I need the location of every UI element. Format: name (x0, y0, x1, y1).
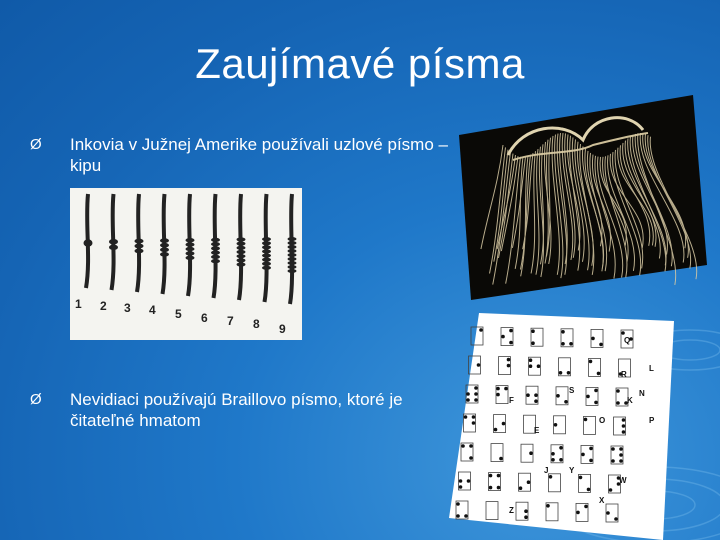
knot (288, 249, 297, 253)
braille-dot (597, 372, 601, 376)
knot (262, 266, 271, 270)
braille-dot (497, 474, 501, 478)
knot (135, 244, 144, 249)
braille-dot (519, 486, 523, 490)
braille-dot (619, 459, 623, 463)
braille-dot (581, 453, 585, 457)
knot (211, 255, 220, 259)
braille-dot (524, 515, 528, 519)
braille-dot (489, 486, 493, 490)
knot-number: 5 (175, 307, 182, 321)
braille-dot (622, 418, 626, 422)
knot (262, 237, 271, 241)
braille-dot (606, 511, 610, 515)
knot (160, 248, 169, 253)
braille-dot (561, 342, 565, 346)
braille-dot (474, 398, 478, 402)
knot (84, 239, 93, 247)
braille-letter: K (627, 396, 633, 405)
braille-dot (531, 329, 535, 333)
braille-dot (537, 364, 541, 368)
knot (237, 246, 246, 250)
knot (237, 242, 246, 246)
braille-letter: J (544, 466, 549, 475)
knot-number: 7 (227, 314, 234, 328)
knot (211, 242, 220, 246)
braille-dot (507, 364, 511, 368)
knot (160, 252, 169, 257)
knot-number: 9 (279, 322, 286, 336)
braille-letter: L (649, 364, 654, 373)
knot (262, 245, 271, 249)
braille-dot (526, 393, 530, 397)
braille-dot (499, 457, 503, 461)
braille-letter: Q (624, 336, 631, 345)
knot (186, 238, 195, 242)
braille-dot (551, 452, 555, 456)
knot (211, 246, 220, 250)
knot-number: 3 (124, 301, 131, 315)
braille-dot (474, 392, 478, 396)
braille-dot (616, 389, 620, 393)
braille-dot (611, 459, 615, 463)
braille-dot (456, 514, 460, 518)
braille-letter: W (619, 476, 627, 485)
braille-letter: X (599, 496, 605, 505)
knot (135, 239, 144, 244)
braille-dot (479, 328, 483, 332)
braille-dot (614, 517, 618, 521)
knot (160, 243, 169, 248)
braille-dot (576, 511, 580, 515)
braille-letter: F (509, 396, 514, 405)
knot (237, 258, 246, 262)
braille-dot (501, 335, 505, 339)
braille-dot (589, 360, 593, 364)
braille-dot (584, 418, 588, 422)
braille-dot (524, 509, 528, 513)
braille-dot (529, 364, 533, 368)
knot (288, 253, 297, 257)
braille-letter: S (569, 386, 575, 395)
braille-letter: O (599, 416, 606, 425)
slide-title: Zaujímavé písma (195, 40, 525, 87)
braille-dot (466, 392, 470, 396)
braille-dot (469, 456, 473, 460)
braille-letter: E (534, 426, 540, 435)
braille-dot (534, 393, 538, 397)
braille-dot (622, 424, 626, 428)
braille-dot (509, 329, 513, 333)
braille-letter: Z (509, 506, 514, 515)
braille-dot (611, 447, 615, 451)
quipu-photo (453, 95, 707, 300)
braille-dot (459, 485, 463, 489)
braille-dot (507, 358, 511, 362)
knot-number: 1 (75, 297, 82, 311)
braille-dot (477, 363, 481, 367)
braille-dot (589, 447, 593, 451)
braille-dot (564, 400, 568, 404)
knot (237, 254, 246, 258)
braille-dot (622, 430, 626, 434)
knot (237, 250, 246, 254)
braille-dot (489, 474, 493, 478)
braille-dot (591, 337, 595, 341)
braille-dot (466, 398, 470, 402)
knot (288, 257, 297, 261)
braille-dot (461, 444, 465, 448)
knot (109, 239, 118, 245)
braille-dot (554, 423, 558, 427)
braille-dot (504, 387, 508, 391)
kipu-knots-image (70, 188, 302, 340)
knot (288, 265, 297, 269)
bullet-text: Inkovia v Južnej Amerike používali uzlové písmo – kipu (70, 135, 448, 175)
braille-dot (579, 476, 583, 480)
braille-dot (589, 459, 593, 463)
knot (186, 247, 195, 251)
knot (288, 237, 297, 241)
knot (211, 259, 220, 263)
knot (211, 251, 220, 255)
braille-dot (472, 415, 476, 419)
knot-number: 2 (100, 299, 107, 313)
braille-dot (502, 422, 506, 426)
knot (262, 262, 271, 266)
braille-dot (509, 341, 513, 345)
braille-dot (456, 502, 460, 506)
braille-letter: N (639, 389, 645, 398)
braille-dot (534, 399, 538, 403)
braille-dot (594, 389, 598, 393)
braille-dot (619, 453, 623, 457)
knot (237, 262, 246, 266)
knot (288, 269, 297, 273)
braille-dot (531, 341, 535, 345)
braille-dot (621, 331, 625, 335)
braille-dot (474, 386, 478, 390)
knot (262, 258, 271, 262)
braille-dot (497, 486, 501, 490)
braille-dot (594, 401, 598, 405)
braille-dot (556, 394, 560, 398)
braille-dot (467, 479, 471, 483)
braille-dot (599, 343, 603, 347)
knot (237, 237, 246, 241)
braille-dot (469, 444, 473, 448)
braille-dot (619, 447, 623, 451)
braille-dot (569, 342, 573, 346)
bullet-text: Nevidiaci používajú Braillovo písmo, ktoré je čitateľné hmatom (70, 390, 403, 430)
knot (288, 241, 297, 245)
knot (262, 254, 271, 258)
braille-dot (559, 446, 563, 450)
braille-letter: P (649, 416, 655, 425)
braille-dot (529, 358, 533, 362)
braille-dot (559, 371, 563, 375)
braille-dot (609, 488, 613, 492)
braille-dot (464, 514, 468, 518)
braille-letter: Y (569, 466, 575, 475)
braille-dot (567, 371, 571, 375)
knot (288, 245, 297, 249)
braille-dot (529, 451, 533, 455)
braille-dot (586, 395, 590, 399)
knot (160, 238, 169, 243)
knot-number: 8 (253, 317, 260, 331)
braille-dot (459, 479, 463, 483)
braille-dot (464, 415, 468, 419)
braille-dot (546, 504, 550, 508)
braille-dot (472, 421, 476, 425)
braille-dot (584, 505, 588, 509)
knot (288, 261, 297, 265)
knot (262, 241, 271, 245)
arrow-bullet-icon: Ø (30, 136, 42, 153)
braille-dot (551, 458, 555, 462)
braille-dot (559, 458, 563, 462)
knot-number: 6 (201, 311, 208, 325)
knot (211, 238, 220, 242)
knot (186, 251, 195, 255)
knot (135, 248, 144, 253)
braille-alphabet-image (449, 313, 674, 540)
braille-dot (587, 488, 591, 492)
braille-dot (527, 480, 531, 484)
braille-dot (496, 387, 500, 391)
braille-dot (561, 330, 565, 334)
braille-letter: R (621, 370, 627, 379)
arrow-bullet-icon: Ø (30, 391, 42, 408)
braille-dot (494, 428, 498, 432)
braille-dot (616, 401, 620, 405)
braille-dot (549, 475, 553, 479)
kipu-cord (290, 194, 292, 304)
knot-number: 4 (149, 303, 156, 317)
knot (262, 249, 271, 253)
knot (186, 242, 195, 246)
braille-dot (496, 393, 500, 397)
knot (109, 245, 118, 251)
knot (186, 256, 195, 260)
